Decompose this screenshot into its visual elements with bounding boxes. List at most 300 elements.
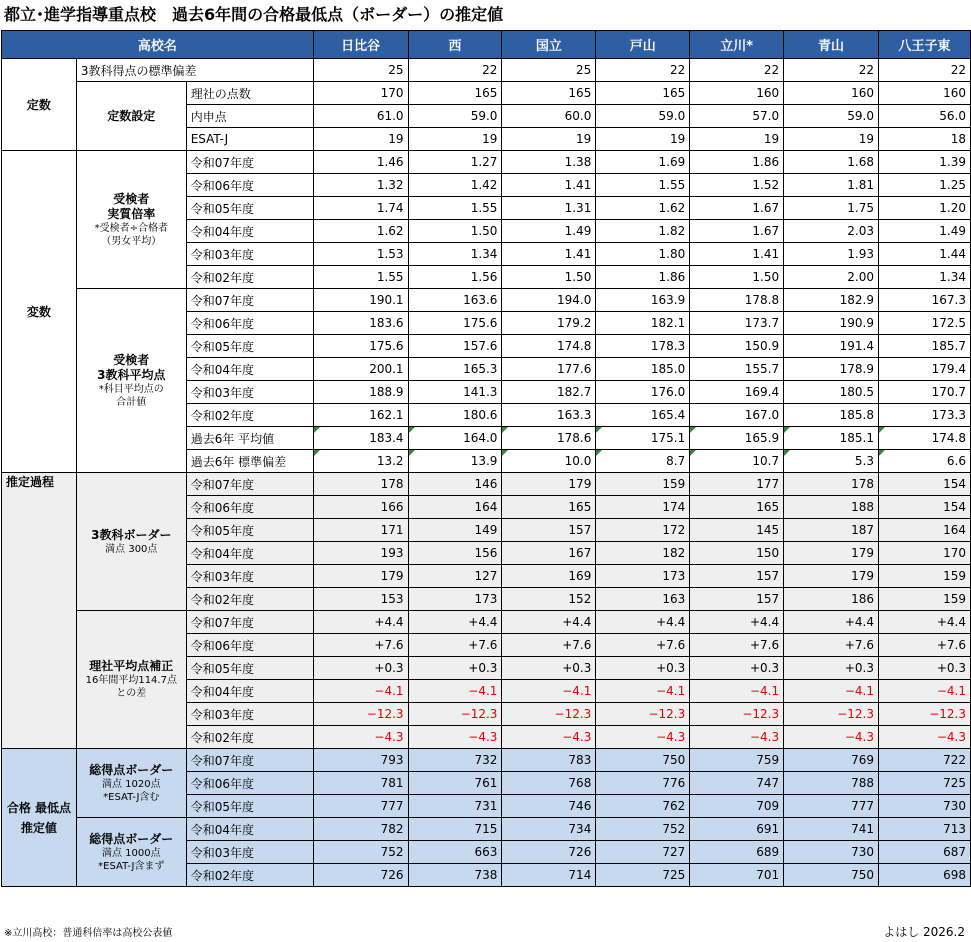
value-cell: 178.9 <box>784 358 879 381</box>
row-label: 令和02年度 <box>186 726 313 749</box>
value-cell: −4.3 <box>879 726 971 749</box>
value-cell: 1.25 <box>879 174 971 197</box>
value-cell: 179 <box>784 565 879 588</box>
table-row <box>2 289 971 312</box>
value-cell: 167 <box>502 542 596 565</box>
value-cell: 776 <box>596 772 690 795</box>
row-label: 令和07年度 <box>186 151 313 174</box>
value-cell: 1.41 <box>502 243 596 266</box>
value-cell: 175.6 <box>313 335 408 358</box>
value-cell: 185.7 <box>879 335 971 358</box>
row-label: 令和04年度 <box>186 220 313 243</box>
subgroup-title: 受検者 実質倍率 <box>107 191 156 221</box>
value-cell: 1.39 <box>879 151 971 174</box>
value-cell: 22 <box>408 59 502 82</box>
value-cell: 166 <box>313 496 408 519</box>
value-cell: 179.2 <box>502 312 596 335</box>
value-cell: +0.3 <box>596 657 690 680</box>
value-cell: −4.1 <box>690 680 784 703</box>
value-cell: +4.4 <box>879 611 971 634</box>
value-cell: 165.3 <box>408 358 502 381</box>
value-cell: +0.3 <box>784 657 879 680</box>
value-cell: 1.62 <box>596 197 690 220</box>
value-cell: 163.9 <box>596 289 690 312</box>
value-cell: 19 <box>408 128 502 151</box>
value-cell: 747 <box>690 772 784 795</box>
value-cell: +4.4 <box>784 611 879 634</box>
school-header: 西 <box>408 31 502 59</box>
value-cell: 701 <box>690 864 784 887</box>
value-cell: 174 <box>596 496 690 519</box>
row-label: 令和03年度 <box>186 565 313 588</box>
value-cell: +4.4 <box>690 611 784 634</box>
value-cell: −4.3 <box>784 726 879 749</box>
value-cell: 731 <box>408 795 502 818</box>
value-cell: 1.34 <box>879 266 971 289</box>
value-cell: 179 <box>784 542 879 565</box>
value-cell: 165 <box>502 82 596 105</box>
value-cell: 788 <box>784 772 879 795</box>
value-cell: 1.55 <box>408 197 502 220</box>
value-cell: 1.74 <box>313 197 408 220</box>
value-cell: 6.6 <box>879 450 971 473</box>
page-title: 都立･進学指導重点校 過去6年間の合格最低点（ボーダー）の推定値 <box>4 5 504 24</box>
subgroup-label <box>76 473 186 611</box>
value-cell: 165 <box>596 82 690 105</box>
row-label: 令和06年度 <box>186 496 313 519</box>
value-cell: 750 <box>784 864 879 887</box>
value-cell: 752 <box>313 841 408 864</box>
value-cell: 741 <box>784 818 879 841</box>
value-cell: +7.6 <box>313 634 408 657</box>
value-cell: 157 <box>690 565 784 588</box>
value-cell: 762 <box>596 795 690 818</box>
value-cell: 172.5 <box>879 312 971 335</box>
value-cell: 691 <box>690 818 784 841</box>
value-cell: 1.53 <box>313 243 408 266</box>
table-row <box>2 82 971 105</box>
value-cell: 182.7 <box>502 381 596 404</box>
row-label: 令和05年度 <box>186 197 313 220</box>
row-label: 3教科得点の標準偏差 <box>76 59 313 82</box>
value-cell: −12.3 <box>313 703 408 726</box>
value-cell: 2.00 <box>784 266 879 289</box>
value-cell: +7.6 <box>690 634 784 657</box>
value-cell: 146 <box>408 473 502 496</box>
value-cell: 1.50 <box>502 266 596 289</box>
value-cell: 5.3 <box>784 450 879 473</box>
value-cell: 157.6 <box>408 335 502 358</box>
value-cell: 1.67 <box>690 220 784 243</box>
value-cell: 734 <box>502 818 596 841</box>
row-label: 令和07年度 <box>186 749 313 772</box>
value-cell: 167.3 <box>879 289 971 312</box>
value-cell: 10.0 <box>502 450 596 473</box>
value-cell: +0.3 <box>879 657 971 680</box>
value-cell: +7.6 <box>596 634 690 657</box>
value-cell: 1.55 <box>596 174 690 197</box>
value-cell: 188 <box>784 496 879 519</box>
row-label: 令和06年度 <box>186 772 313 795</box>
row-label: 令和06年度 <box>186 312 313 335</box>
table-row <box>2 749 971 772</box>
value-cell: 730 <box>784 841 879 864</box>
value-cell: 200.1 <box>313 358 408 381</box>
value-cell: 19 <box>596 128 690 151</box>
value-cell: 159 <box>596 473 690 496</box>
value-cell: 1.81 <box>784 174 879 197</box>
row-label: 令和05年度 <box>186 657 313 680</box>
header-row <box>2 31 971 59</box>
subgroup-label <box>76 289 186 473</box>
value-cell: 738 <box>408 864 502 887</box>
value-cell: 160 <box>690 82 784 105</box>
value-cell: 160 <box>784 82 879 105</box>
value-cell: 170 <box>313 82 408 105</box>
value-cell: 191.4 <box>784 335 879 358</box>
value-cell: 194.0 <box>502 289 596 312</box>
value-cell: 1.80 <box>596 243 690 266</box>
subgroup-note: *科目平均点の 合計値 <box>98 383 164 408</box>
value-cell: 1.34 <box>408 243 502 266</box>
value-cell: 1.93 <box>784 243 879 266</box>
value-cell: 157 <box>690 588 784 611</box>
value-cell: 190.1 <box>313 289 408 312</box>
value-cell: 165.9 <box>690 427 784 450</box>
value-cell: 1.69 <box>596 151 690 174</box>
value-cell: −12.3 <box>502 703 596 726</box>
value-cell: 13.2 <box>313 450 408 473</box>
value-cell: 726 <box>313 864 408 887</box>
group-label: 定数 <box>2 59 77 151</box>
value-cell: 150.9 <box>690 335 784 358</box>
value-cell: +4.4 <box>408 611 502 634</box>
group-label: 変数 <box>2 151 77 473</box>
subgroup-title: 総得点ボーダー <box>89 831 174 846</box>
value-cell: +0.3 <box>690 657 784 680</box>
value-cell: 1.62 <box>313 220 408 243</box>
value-cell: 730 <box>879 795 971 818</box>
subgroup-label <box>76 611 186 749</box>
row-label: 令和04年度 <box>186 542 313 565</box>
value-cell: −4.1 <box>784 680 879 703</box>
subgroup-label <box>76 749 186 818</box>
subgroup-label <box>76 818 186 887</box>
value-cell: 722 <box>879 749 971 772</box>
value-cell: +4.4 <box>502 611 596 634</box>
value-cell: 1.86 <box>596 266 690 289</box>
value-cell: 165 <box>690 496 784 519</box>
value-cell: −4.3 <box>313 726 408 749</box>
table-row <box>2 473 971 496</box>
value-cell: −12.3 <box>879 703 971 726</box>
value-cell: 164.0 <box>408 427 502 450</box>
school-header: 国立 <box>502 31 596 59</box>
value-cell: 25 <box>502 59 596 82</box>
value-cell: 165 <box>502 496 596 519</box>
value-cell: 180.5 <box>784 381 879 404</box>
value-cell: 178 <box>784 473 879 496</box>
school-header: 青山 <box>784 31 879 59</box>
value-cell: 175.1 <box>596 427 690 450</box>
value-cell: −4.3 <box>408 726 502 749</box>
border-score-table <box>1 30 971 887</box>
value-cell: 663 <box>408 841 502 864</box>
value-cell: 152 <box>502 588 596 611</box>
value-cell: 25 <box>313 59 408 82</box>
value-cell: 689 <box>690 841 784 864</box>
table-row <box>2 611 971 634</box>
value-cell: 169 <box>502 565 596 588</box>
value-cell: 750 <box>596 749 690 772</box>
value-cell: −4.3 <box>596 726 690 749</box>
subgroup-title: 受検者 3教科平均点 <box>97 352 166 382</box>
value-cell: −12.3 <box>596 703 690 726</box>
value-cell: −4.1 <box>313 680 408 703</box>
value-cell: +7.6 <box>879 634 971 657</box>
value-cell: −4.1 <box>596 680 690 703</box>
subgroup-note: 満点 1000点 *ESAT-J含まず <box>98 847 165 872</box>
row-label: 内申点 <box>186 105 313 128</box>
value-cell: 165.4 <box>596 404 690 427</box>
value-cell: 179 <box>502 473 596 496</box>
value-cell: 183.4 <box>313 427 408 450</box>
value-cell: 171 <box>313 519 408 542</box>
value-cell: 1.86 <box>690 151 784 174</box>
value-cell: 1.82 <box>596 220 690 243</box>
value-cell: 687 <box>879 841 971 864</box>
row-label: 過去6年 平均値 <box>186 427 313 450</box>
value-cell: +0.3 <box>313 657 408 680</box>
table-row <box>2 151 971 174</box>
value-cell: −12.3 <box>408 703 502 726</box>
row-label: 令和06年度 <box>186 174 313 197</box>
value-cell: 193 <box>313 542 408 565</box>
value-cell: 164 <box>879 519 971 542</box>
value-cell: 714 <box>502 864 596 887</box>
value-cell: 1.50 <box>408 220 502 243</box>
value-cell: 1.38 <box>502 151 596 174</box>
value-cell: 715 <box>408 818 502 841</box>
subgroup-title: 総得点ボーダー <box>89 762 174 777</box>
subgroup-note: 16年間平均114.7点 との差 <box>85 675 177 699</box>
subgroup-label <box>76 151 186 289</box>
value-cell: 154 <box>879 473 971 496</box>
value-cell: 18 <box>879 128 971 151</box>
value-cell: 167.0 <box>690 404 784 427</box>
value-cell: 164 <box>408 496 502 519</box>
value-cell: 2.03 <box>784 220 879 243</box>
value-cell: 169.4 <box>690 381 784 404</box>
value-cell: 173.7 <box>690 312 784 335</box>
value-cell: 170 <box>879 542 971 565</box>
value-cell: 1.49 <box>879 220 971 243</box>
subgroup-note: *受検者÷合格者 （男女平均） <box>94 222 168 247</box>
value-cell: 732 <box>408 749 502 772</box>
value-cell: 57.0 <box>690 105 784 128</box>
table-row <box>2 818 971 841</box>
value-cell: 190.9 <box>784 312 879 335</box>
value-cell: 1.50 <box>690 266 784 289</box>
value-cell: 759 <box>690 749 784 772</box>
value-cell: 157 <box>502 519 596 542</box>
value-cell: 160 <box>879 82 971 105</box>
row-label: 令和02年度 <box>186 588 313 611</box>
value-cell: 783 <box>502 749 596 772</box>
school-header: 八王子東 <box>879 31 971 59</box>
subgroup-title: 定数設定 <box>107 108 156 123</box>
value-cell: 727 <box>596 841 690 864</box>
row-label: 令和07年度 <box>186 289 313 312</box>
value-cell: 1.32 <box>313 174 408 197</box>
value-cell: 178 <box>313 473 408 496</box>
subgroup-note: 満点 300点 <box>105 543 158 555</box>
value-cell: 154 <box>879 496 971 519</box>
row-label: 令和03年度 <box>186 381 313 404</box>
value-cell: −12.3 <box>784 703 879 726</box>
value-cell: 159 <box>879 588 971 611</box>
row-label: 令和06年度 <box>186 634 313 657</box>
subgroup-title: 理社平均点補正 <box>89 659 174 673</box>
value-cell: 709 <box>690 795 784 818</box>
row-label: 令和05年度 <box>186 335 313 358</box>
value-cell: 174.8 <box>502 335 596 358</box>
value-cell: 185.1 <box>784 427 879 450</box>
value-cell: 177.6 <box>502 358 596 381</box>
value-cell: 1.44 <box>879 243 971 266</box>
value-cell: 182.9 <box>784 289 879 312</box>
value-cell: 22 <box>879 59 971 82</box>
row-label: 令和02年度 <box>186 266 313 289</box>
value-cell: 1.49 <box>502 220 596 243</box>
value-cell: 56.0 <box>879 105 971 128</box>
value-cell: 1.56 <box>408 266 502 289</box>
value-cell: 170.7 <box>879 381 971 404</box>
value-cell: 769 <box>784 749 879 772</box>
value-cell: 150 <box>690 542 784 565</box>
value-cell: 19 <box>784 128 879 151</box>
row-label: 令和03年度 <box>186 243 313 266</box>
value-cell: 8.7 <box>596 450 690 473</box>
row-label: 令和03年度 <box>186 703 313 726</box>
value-cell: −12.3 <box>690 703 784 726</box>
row-label: 令和04年度 <box>186 358 313 381</box>
value-cell: 61.0 <box>313 105 408 128</box>
value-cell: 1.75 <box>784 197 879 220</box>
group-label: 合格 最低点 推定値 <box>2 749 77 887</box>
value-cell: +0.3 <box>502 657 596 680</box>
value-cell: 156 <box>408 542 502 565</box>
footnote: ※立川高校：普通科倍率は高校公表値 <box>4 928 173 939</box>
value-cell: +0.3 <box>408 657 502 680</box>
value-cell: 10.7 <box>690 450 784 473</box>
value-cell: 175.6 <box>408 312 502 335</box>
author-signature: よはし 2026.2 <box>883 925 965 939</box>
value-cell: 185.0 <box>596 358 690 381</box>
table-row <box>2 59 971 82</box>
subgroup-title: 3教科ボーダー <box>91 527 172 542</box>
value-cell: 13.9 <box>408 450 502 473</box>
value-cell: 179 <box>313 565 408 588</box>
value-cell: 173.3 <box>879 404 971 427</box>
value-cell: 186 <box>784 588 879 611</box>
value-cell: 1.68 <box>784 151 879 174</box>
value-cell: +7.6 <box>408 634 502 657</box>
value-cell: 179.4 <box>879 358 971 381</box>
value-cell: 1.52 <box>690 174 784 197</box>
value-cell: 59.0 <box>784 105 879 128</box>
value-cell: 153 <box>313 588 408 611</box>
value-cell: 162.1 <box>313 404 408 427</box>
value-cell: 782 <box>313 818 408 841</box>
value-cell: 59.0 <box>408 105 502 128</box>
value-cell: 163.3 <box>502 404 596 427</box>
value-cell: 1.41 <box>502 174 596 197</box>
value-cell: 752 <box>596 818 690 841</box>
value-cell: +4.4 <box>313 611 408 634</box>
row-label: 令和07年度 <box>186 473 313 496</box>
value-cell: 793 <box>313 749 408 772</box>
value-cell: 1.20 <box>879 197 971 220</box>
value-cell: 185.8 <box>784 404 879 427</box>
value-cell: 173 <box>596 565 690 588</box>
row-label: ESAT-J <box>186 128 313 151</box>
value-cell: 1.27 <box>408 151 502 174</box>
value-cell: −4.1 <box>879 680 971 703</box>
value-cell: 725 <box>879 772 971 795</box>
row-label: 令和04年度 <box>186 680 313 703</box>
value-cell: 159 <box>879 565 971 588</box>
value-cell: 19 <box>313 128 408 151</box>
value-cell: 165 <box>408 82 502 105</box>
value-cell: 768 <box>502 772 596 795</box>
value-cell: 183.6 <box>313 312 408 335</box>
row-label: 令和02年度 <box>186 404 313 427</box>
value-cell: 163.6 <box>408 289 502 312</box>
value-cell: 713 <box>879 818 971 841</box>
value-cell: −4.1 <box>408 680 502 703</box>
row-label: 令和05年度 <box>186 519 313 542</box>
table-body <box>2 59 971 887</box>
value-cell: 777 <box>784 795 879 818</box>
value-cell: 155.7 <box>690 358 784 381</box>
value-cell: 188.9 <box>313 381 408 404</box>
value-cell: 145 <box>690 519 784 542</box>
value-cell: 176.0 <box>596 381 690 404</box>
value-cell: 1.41 <box>690 243 784 266</box>
value-cell: 149 <box>408 519 502 542</box>
value-cell: 187 <box>784 519 879 542</box>
row-label: 令和05年度 <box>186 795 313 818</box>
row-label: 令和02年度 <box>186 864 313 887</box>
school-header: 戸山 <box>596 31 690 59</box>
school-name-header: 高校名 <box>2 31 314 59</box>
value-cell: +7.6 <box>502 634 596 657</box>
row-label: 令和04年度 <box>186 818 313 841</box>
value-cell: 174.8 <box>879 427 971 450</box>
value-cell: 19 <box>690 128 784 151</box>
value-cell: 1.42 <box>408 174 502 197</box>
value-cell: 698 <box>879 864 971 887</box>
value-cell: 182 <box>596 542 690 565</box>
subgroup-label <box>76 82 186 151</box>
value-cell: 1.67 <box>690 197 784 220</box>
value-cell: 173 <box>408 588 502 611</box>
value-cell: 182.1 <box>596 312 690 335</box>
value-cell: 141.3 <box>408 381 502 404</box>
value-cell: 127 <box>408 565 502 588</box>
value-cell: 1.31 <box>502 197 596 220</box>
